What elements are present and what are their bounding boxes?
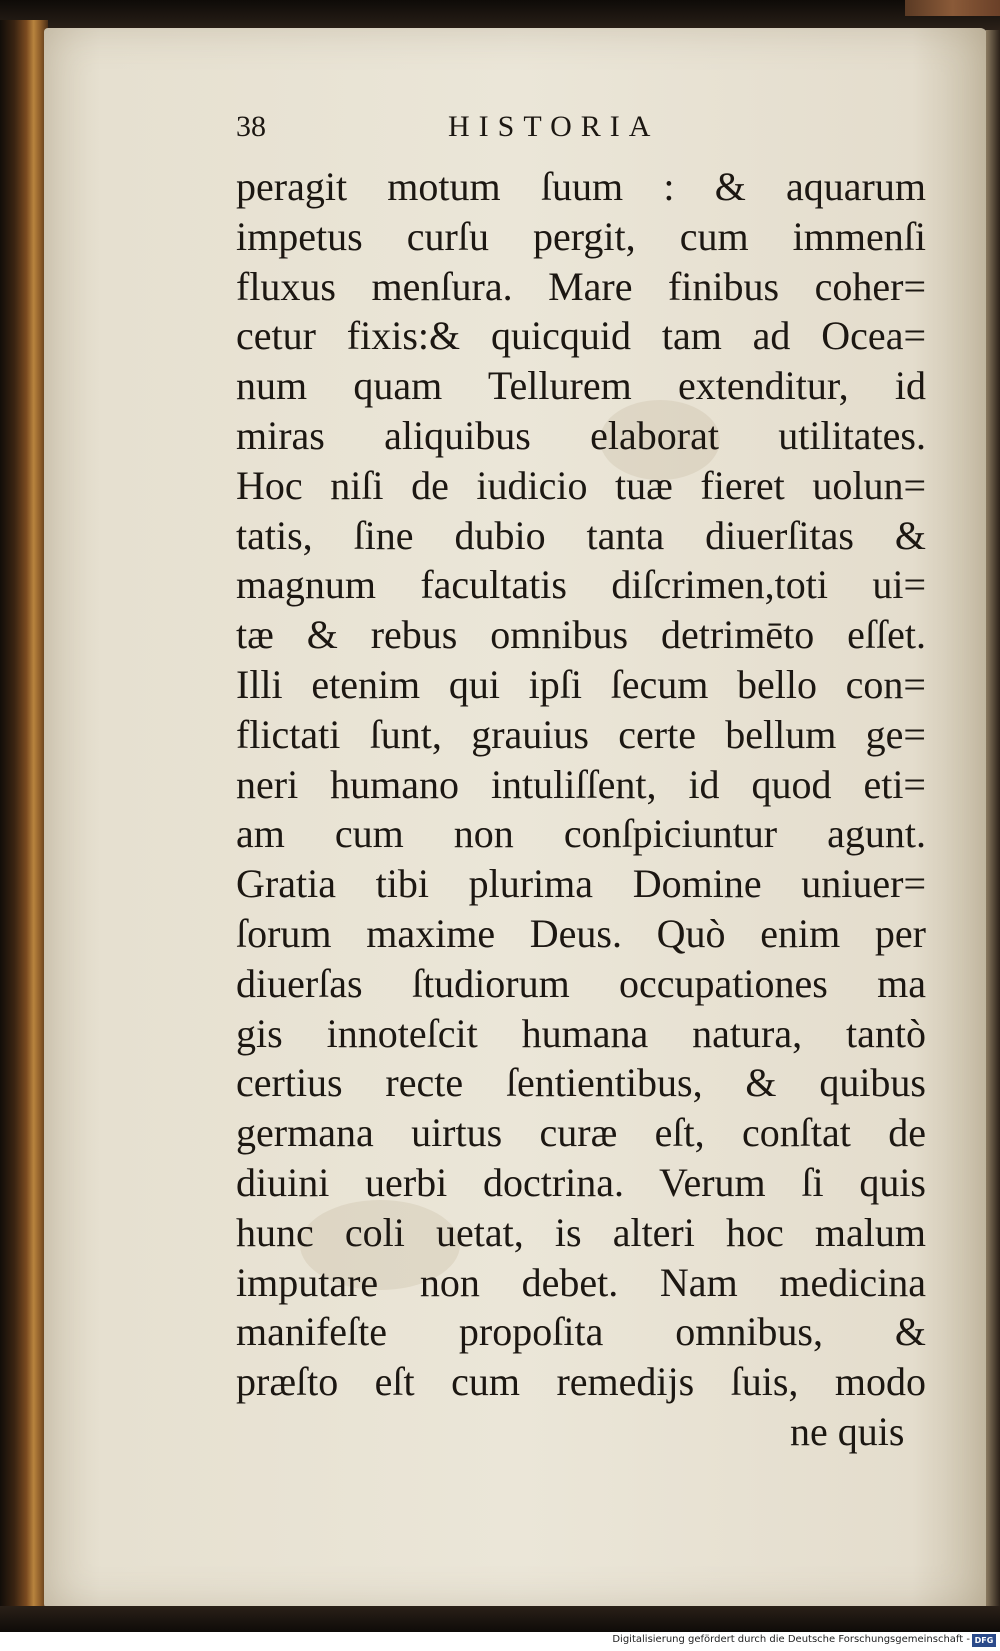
text-line: ſorum maxime Deus. Quò enim per — [236, 910, 926, 956]
text-line: num quam Tellurem extenditur, id — [236, 363, 926, 409]
text-line: Illi etenim qui ipſi ſecum bello con= — [236, 661, 926, 707]
text-line: neri humano intuliſſent, id quod eti= — [236, 761, 926, 807]
text-line: germana uirtus curæ eſt, conſtat de — [236, 1110, 926, 1156]
text-line: magnum facultatis diſcrimen,toti ui= — [236, 562, 926, 608]
text-line: præſto eſt cum remedijs ſuis, modo — [236, 1359, 926, 1405]
text-line: diuini uerbi doctrina. Verum ſi quis — [236, 1159, 926, 1205]
body-text — [236, 162, 926, 1407]
text-line: manifeſte propoſita omnibus, & — [236, 1309, 926, 1355]
text-line: hunc coli uetat, is alteri hoc malum — [236, 1209, 926, 1255]
text-line: peragit motum ſuum : & aquarum — [236, 164, 926, 209]
text-line: miras aliquibus elaborat utilitates. — [236, 412, 926, 458]
text-line: am cum non conſpiciuntur agunt. — [236, 811, 926, 857]
digitization-credit: Digitalisierung gefördert durch die Deutsche Forschungsgemeinschaft - — [612, 1634, 970, 1645]
text-line: tatis, ſine dubio tanta diuerſitas & — [236, 512, 926, 558]
text-line: fluxus menſura. Mare finibus coher= — [236, 263, 926, 309]
text-line: certius recte ſentientibus, & quibus — [236, 1060, 926, 1106]
book-binding-spine — [0, 20, 48, 1620]
dfg-logo: DFG — [972, 1634, 996, 1647]
text-line: tæ & rebus omnibus detrimēto eſſet. — [236, 612, 926, 658]
text-line: cetur fixis:& quicquid tam ad Ocea= — [236, 313, 926, 359]
text-line: gis innoteſcit humana natura, tantò — [236, 1010, 926, 1056]
page-edge-shadow — [986, 30, 1000, 1620]
text-line: impetus curſu pergit, cum immenſi — [236, 213, 926, 259]
text-line: flictati ſunt, grauius certe bellum ge= — [236, 711, 926, 757]
book-cover-bottom-edge — [0, 1606, 1000, 1632]
catchword: ne quis — [790, 1409, 905, 1454]
book-cover-top-edge — [0, 0, 1000, 30]
text-line: imputare non debet. Nam medicina — [236, 1259, 926, 1305]
text-line: Hoc niſi de iudicio tuæ fieret uolun= — [236, 462, 926, 508]
text-line: diuerſas ſtudiorum occupationes ma — [236, 960, 926, 1006]
page-number: 38 — [236, 110, 266, 143]
running-head: HISTORIA — [448, 110, 660, 143]
text-line: Gratia tibi plurima Domine uniuer= — [236, 861, 926, 907]
book-cover-corner — [905, 0, 1000, 16]
